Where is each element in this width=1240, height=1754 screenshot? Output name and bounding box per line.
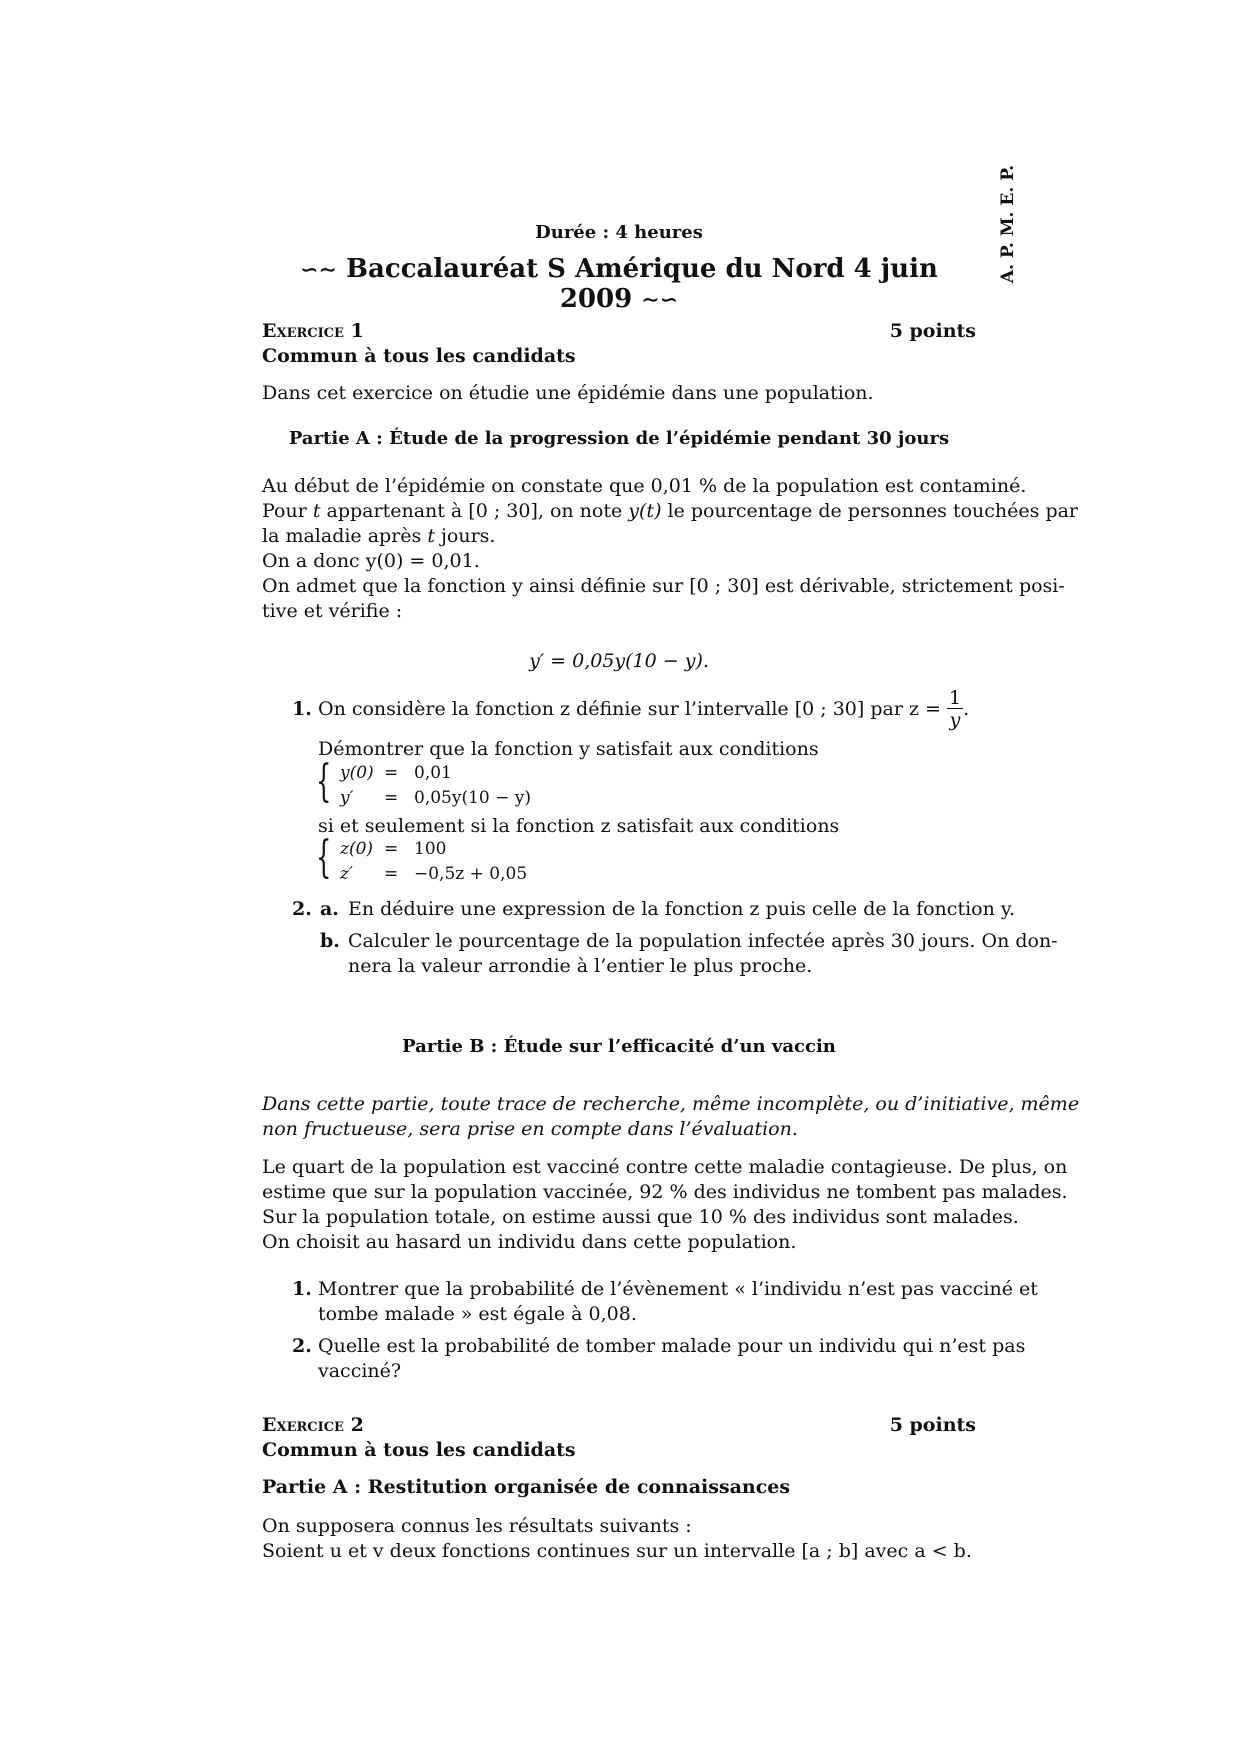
- ornament-right: ∼∽: [641, 287, 679, 313]
- rhs: 100: [414, 839, 447, 859]
- question-2b-line-2: nera la valeur arrondie à l’entier le plus proche.: [348, 955, 813, 977]
- part-b-question-2-number: 2.: [292, 1335, 312, 1357]
- exercise-1-label: Exercice 1: [262, 320, 364, 342]
- part-a-line-5: On admet que la fonction y ainsi définie sur [0 ; 30] est dérivable, strictement posi-: [262, 575, 1065, 597]
- eq: =: [384, 839, 399, 859]
- eq: =: [384, 864, 399, 884]
- part-b-title: Partie B : Étude sur l’efficacité d’un vaccin: [402, 1036, 836, 1057]
- text: On considère la fonction z définie sur l’intervalle [0 ; 30] par z =: [318, 698, 941, 720]
- exercise-2-line-2: Soient u et v deux fonctions continues sur un intervalle [a ; b] avec a < b.: [262, 1540, 972, 1562]
- part-a-line-2: [262, 500, 1078, 522]
- text: le pourcentage de personnes touchées par: [667, 500, 1079, 522]
- text: .: [963, 698, 970, 720]
- system-1-row-2: [340, 788, 531, 808]
- part-b-question-1-line-1: Montrer que la probabilité de l’évènement « l’individu n’est pas vacciné et: [318, 1278, 1038, 1300]
- part-b-line-4: On choisit au hasard un individu dans cette population.: [262, 1231, 797, 1253]
- part-b-italic-1: Dans cette partie, toute trace de recherche, même incomplète, ou d’initiative, même: [262, 1093, 1080, 1115]
- exercise-1-points: 5 points: [889, 320, 976, 342]
- question-2-number: 2.: [292, 898, 312, 920]
- part-b-line-2: estime que sur la population vaccinée, 92 % des individus ne tombent pas malades.: [262, 1181, 1068, 1203]
- exercise-2-subtitle: Commun à tous les candidats: [262, 1439, 576, 1461]
- numerator: 1: [948, 686, 962, 709]
- system-2-row-1: [340, 839, 446, 859]
- part-a-title: Partie A : Étude de la progression de l’épidémie pendant 30 jours: [288, 428, 950, 449]
- rhs: 0,01: [414, 763, 452, 783]
- part-a-line-3: [262, 525, 495, 547]
- part-a-line-4: On a donc y(0) = 0,01.: [262, 550, 480, 572]
- lhs: y(0): [340, 763, 374, 783]
- question-2b-line-1: Calculer le pourcentage de la population infectée après 30 jours. On don-: [348, 930, 1058, 952]
- exercise-1-intro: Dans cet exercice on étudie une épidémie dans une population.: [262, 382, 874, 404]
- part-a-line-6: tive et vérifie :: [262, 600, 403, 622]
- denominator: y: [949, 708, 961, 731]
- question-2a-label: a.: [320, 898, 339, 920]
- part-b-question-1-number: 1.: [292, 1278, 312, 1300]
- page-title: [262, 254, 976, 314]
- lhs: z(0): [340, 839, 374, 859]
- question-2a-text: En déduire une expression de la fonction z puis celle de la fonction y.: [348, 898, 1016, 920]
- question-1-line-2: Démontrer que la fonction y satisfait aux conditions: [318, 738, 819, 760]
- part-b-line-1: Le quart de la population est vacciné contre cette maladie contagieuse. De plus, on: [262, 1156, 1068, 1178]
- question-1-line-3: si et seulement si la fonction z satisfait aux conditions: [318, 815, 840, 837]
- var-t: t: [312, 500, 321, 522]
- text: Pour: [262, 500, 307, 522]
- ornament-left: ∽∼: [300, 257, 337, 283]
- part-b-question-1-line-2: tombe malade » est égale à 0,08.: [318, 1303, 637, 1325]
- system-2-row-2: [340, 864, 527, 884]
- question-1-text: [318, 684, 969, 734]
- duration: Durée : 4 heures: [535, 222, 703, 243]
- rhs: −0,5z + 0,05: [414, 864, 528, 884]
- exercise-1-subtitle: Commun à tous les candidats: [262, 345, 576, 367]
- title-text: Baccalauréat S Amérique du Nord 4 juin 2009: [346, 254, 938, 314]
- part-b-italic-2: non fructueuse, sera prise en compte dans l’évaluation.: [262, 1118, 798, 1140]
- exercise-2-label: Exercice 2: [262, 1414, 364, 1436]
- question-1-number: 1.: [292, 698, 312, 720]
- differential-equation: y′ = 0,05y(10 − y).: [529, 650, 709, 672]
- lhs: y′: [340, 788, 354, 808]
- part-b-question-2-line-2: vacciné?: [318, 1360, 402, 1382]
- system-1-row-1: [340, 763, 452, 783]
- question-2b-label: b.: [320, 930, 340, 952]
- eq: =: [384, 788, 399, 808]
- exercise-2-part-a-title: Partie A : Restitution organisée de connaissances: [262, 1476, 791, 1498]
- fraction-1-over-y: [947, 686, 963, 731]
- exercise-2-line-1: On supposera connus les résultats suivants :: [262, 1515, 692, 1537]
- text: appartenant à [0 ; 30], on note: [326, 500, 623, 522]
- var-t: t: [427, 525, 435, 547]
- brace-2: {: [316, 832, 332, 883]
- brace-1: {: [316, 756, 332, 807]
- var-y-t: y(t): [628, 500, 662, 522]
- part-a-line-1: Au début de l’épidémie on constate que 0,01 % de la population est contaminé.: [262, 475, 1027, 497]
- eq: =: [384, 763, 399, 783]
- part-b-question-2-line-1: Quelle est la probabilité de tomber malade pour un individu qui n’est pas: [318, 1335, 1026, 1357]
- lhs: z′: [340, 864, 353, 884]
- side-label: A. P. M. E. P.: [998, 164, 1018, 284]
- part-b-line-3: Sur la population totale, on estime aussi que 10 % des individus sont malades.: [262, 1206, 1019, 1228]
- text: la maladie après: [262, 525, 422, 547]
- text: jours.: [441, 525, 496, 547]
- rhs: 0,05y(10 − y): [414, 788, 532, 808]
- exercise-2-points: 5 points: [889, 1414, 976, 1436]
